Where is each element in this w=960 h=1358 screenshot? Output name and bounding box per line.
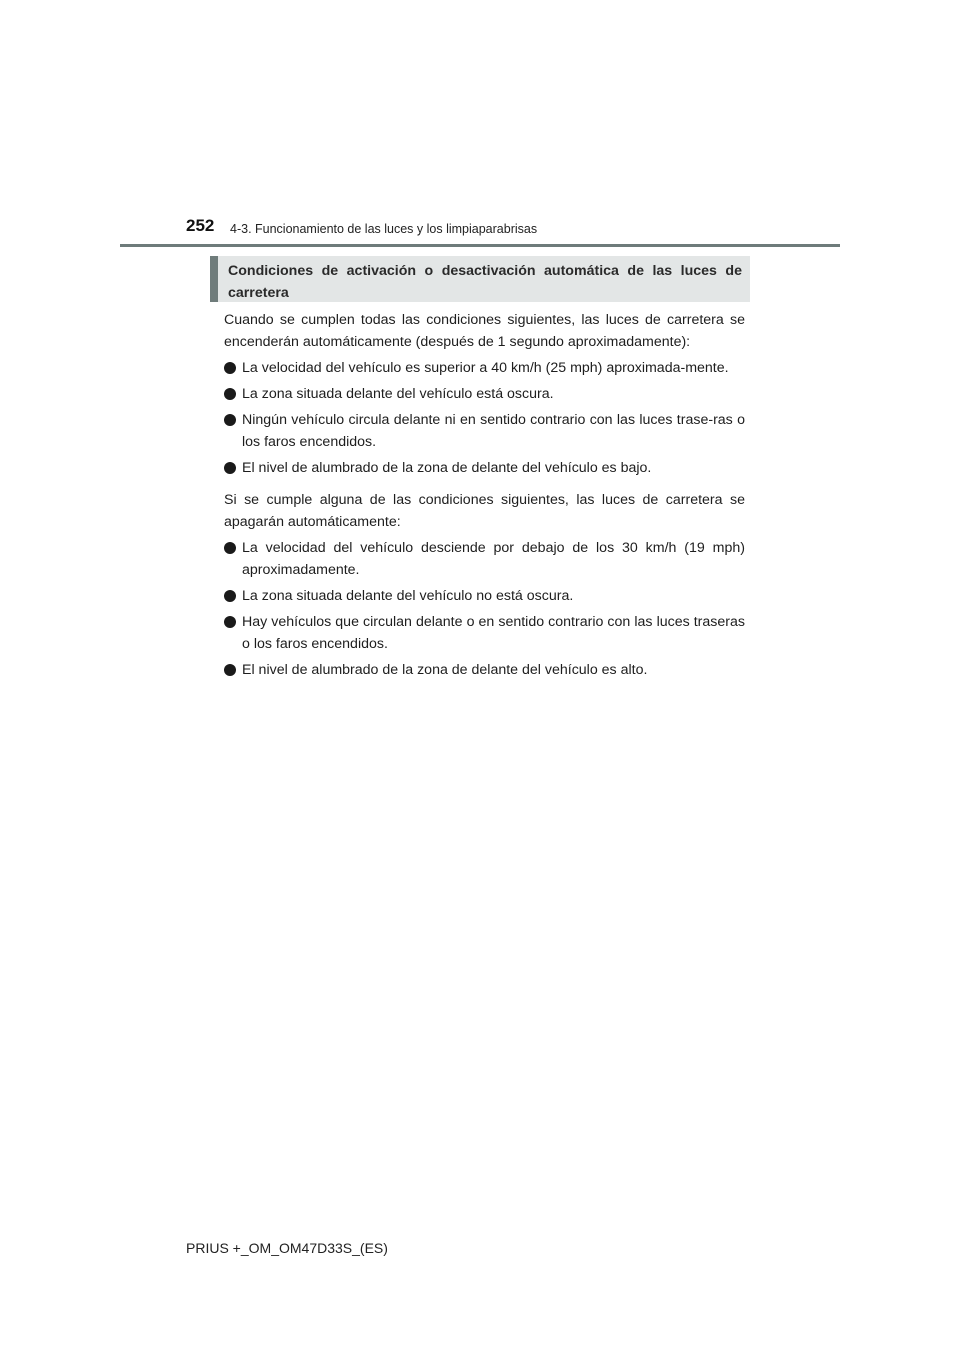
bullet-icon — [224, 414, 236, 426]
subsection-heading-box — [210, 256, 750, 302]
bullet-icon — [224, 590, 236, 602]
list-item-text: La zona situada delante del vehículo no está oscura. — [242, 588, 574, 604]
bullet-icon — [224, 362, 236, 374]
list-item — [224, 585, 745, 607]
bullet-icon — [224, 664, 236, 676]
deactivation-intro: Si se cumple alguna de las condiciones siguientes, las luces de carretera se apagarán automáticamente: — [224, 492, 745, 530]
section-header: 4-3. Funcionamiento de las luces y los limpiaparabrisas — [230, 222, 538, 236]
list-item-text: El nivel de alumbrado de la zona de delante del vehículo es bajo. — [242, 460, 652, 476]
body-content — [224, 309, 745, 691]
activation-intro: Cuando se cumplen todas las condiciones siguientes, las luces de carretera se encenderán automáticamente (después de 1 segundo aproximadamente): — [224, 312, 745, 350]
bullet-icon — [224, 616, 236, 628]
list-item — [224, 537, 745, 581]
list-item-text: La velocidad del vehículo desciende por debajo de los 30 km/h (19 mph) aproximadamente. — [242, 540, 745, 578]
header-divider — [120, 244, 840, 247]
subsection-title: Condiciones de activación o desactivación automática de las luces de carretera — [228, 263, 742, 301]
list-item — [224, 409, 745, 453]
list-item-text: La velocidad del vehículo es superior a 40 km/h (25 mph) aproximada-mente. — [242, 360, 729, 376]
list-item-text: El nivel de alumbrado de la zona de delante del vehículo es alto. — [242, 662, 648, 678]
bullet-icon — [224, 542, 236, 554]
list-item — [224, 383, 745, 405]
page-number: 252 — [186, 216, 215, 235]
list-item — [224, 457, 745, 479]
list-item — [224, 611, 745, 655]
bullet-icon — [224, 462, 236, 474]
list-item-text: Ningún vehículo circula delante ni en sentido contrario con las luces trase-ras o los faros encendidos. — [242, 412, 745, 450]
activation-conditions-list — [224, 357, 745, 479]
list-item-text: Hay vehículos que circulan delante o en sentido contrario con las luces traseras o los faros encendidos. — [242, 614, 745, 652]
list-item — [224, 357, 745, 379]
list-item-text: La zona situada delante del vehículo está oscura. — [242, 386, 554, 402]
list-item — [224, 659, 745, 681]
footer-document-code: PRIUS +_OM_OM47D33S_(ES) — [186, 1240, 388, 1256]
deactivation-conditions-list — [224, 537, 745, 681]
bullet-icon — [224, 388, 236, 400]
